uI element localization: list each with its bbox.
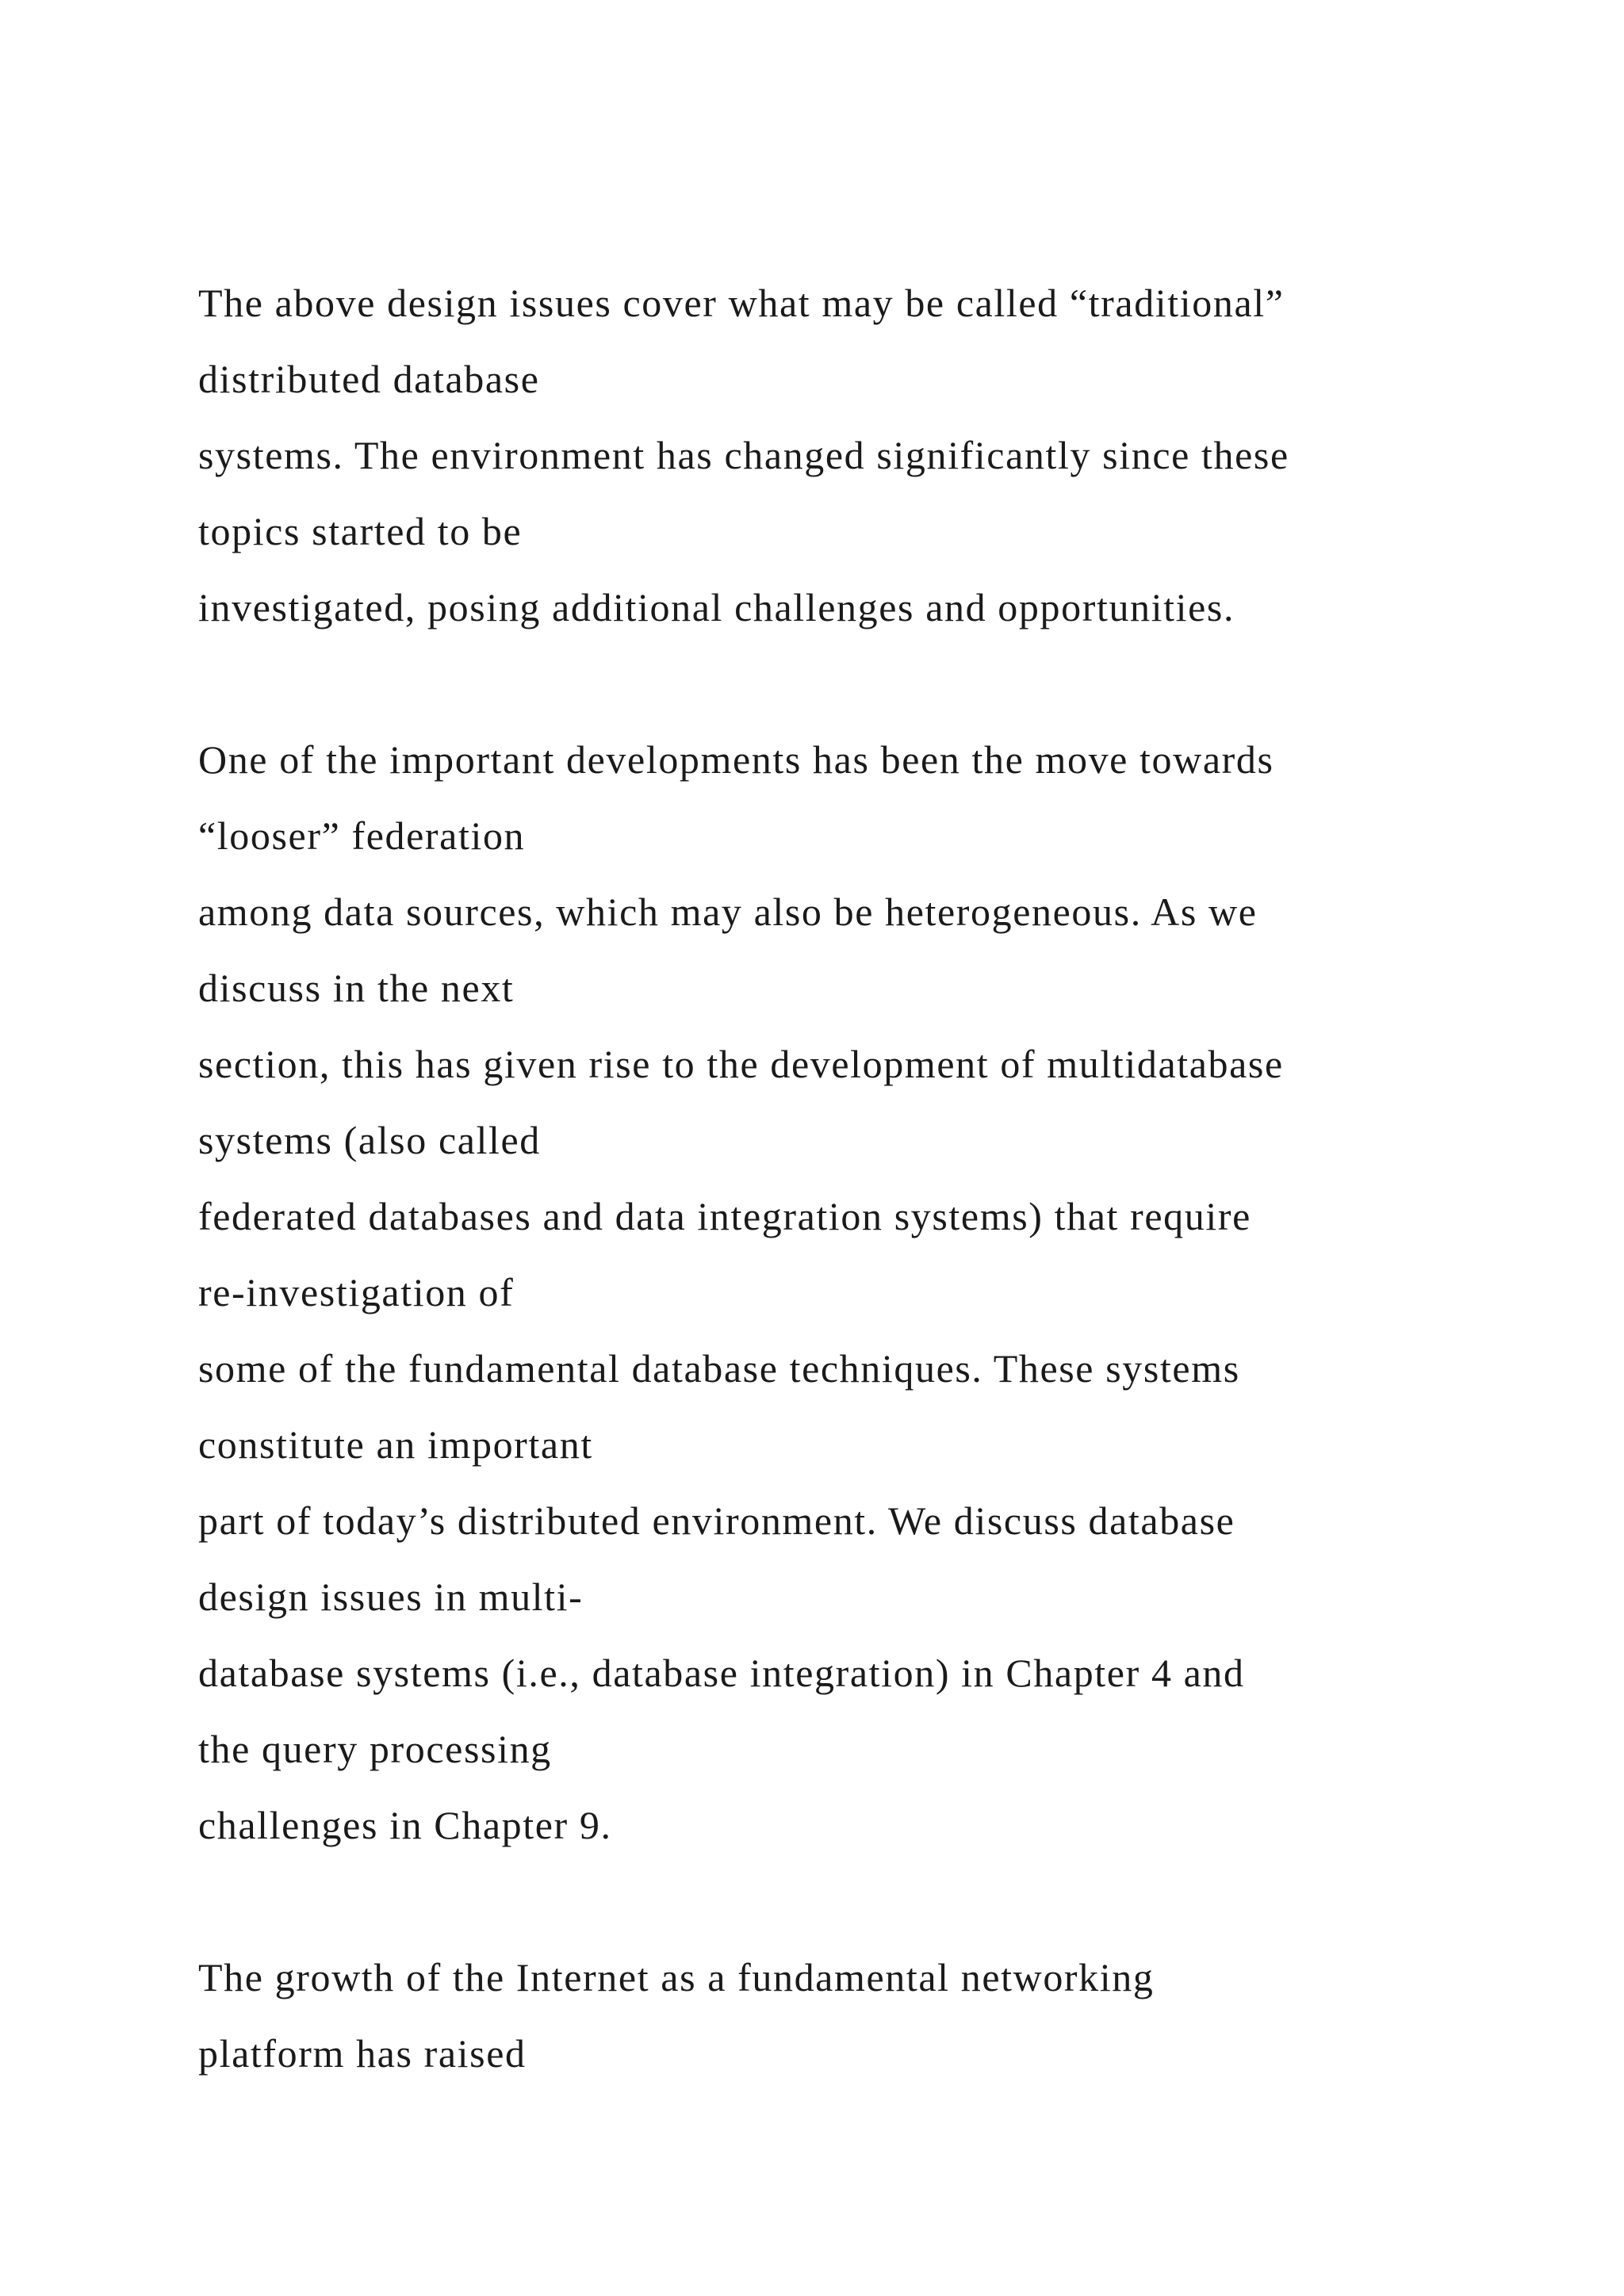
- text-line: some of the fundamental database techniques. These systems: [198, 1346, 1240, 1391]
- text-line: design issues in multi-: [198, 1575, 584, 1619]
- paragraph: [198, 721, 1562, 1863]
- paragraph-gap: [198, 1863, 1562, 1939]
- text-line: constitute an important: [198, 1422, 593, 1467]
- text-line: section, this has given rise to the development of multidatabase: [198, 1042, 1284, 1086]
- text-line: federated databases and data integration systems) that require: [198, 1194, 1251, 1238]
- text-line: discuss in the next: [198, 966, 515, 1010]
- paragraph-gap: [198, 645, 1562, 721]
- text-line: investigated, posing additional challenges and opportunities.: [198, 585, 1235, 629]
- text-line: distributed database: [198, 357, 540, 401]
- text-line: One of the important developments has been the move towards: [198, 737, 1274, 782]
- text-line: systems. The environment has changed significantly since these: [198, 433, 1289, 477]
- text-line: challenges in Chapter 9.: [198, 1803, 612, 1847]
- text-line: systems (also called: [198, 1118, 541, 1162]
- text-line: the query processing: [198, 1727, 552, 1771]
- text-line: re-investigation of: [198, 1270, 515, 1314]
- paragraph: [198, 1939, 1562, 2091]
- paragraph: [198, 265, 1562, 645]
- text-line: “looser” federation: [198, 813, 526, 858]
- text-line: platform has raised: [198, 2031, 527, 2076]
- text-line: topics started to be: [198, 509, 523, 553]
- text-line: database systems (i.e., database integration) in Chapter 4 and: [198, 1651, 1245, 1695]
- text-line: among data sources, which may also be heterogeneous. As we: [198, 890, 1258, 934]
- text-line: The above design issues cover what may be called “traditional”: [198, 281, 1285, 325]
- text-line: part of today’s distributed environment. We discuss database: [198, 1498, 1235, 1543]
- body-text: [198, 265, 1562, 2091]
- text-line: The growth of the Internet as a fundamental networking: [198, 1955, 1155, 1999]
